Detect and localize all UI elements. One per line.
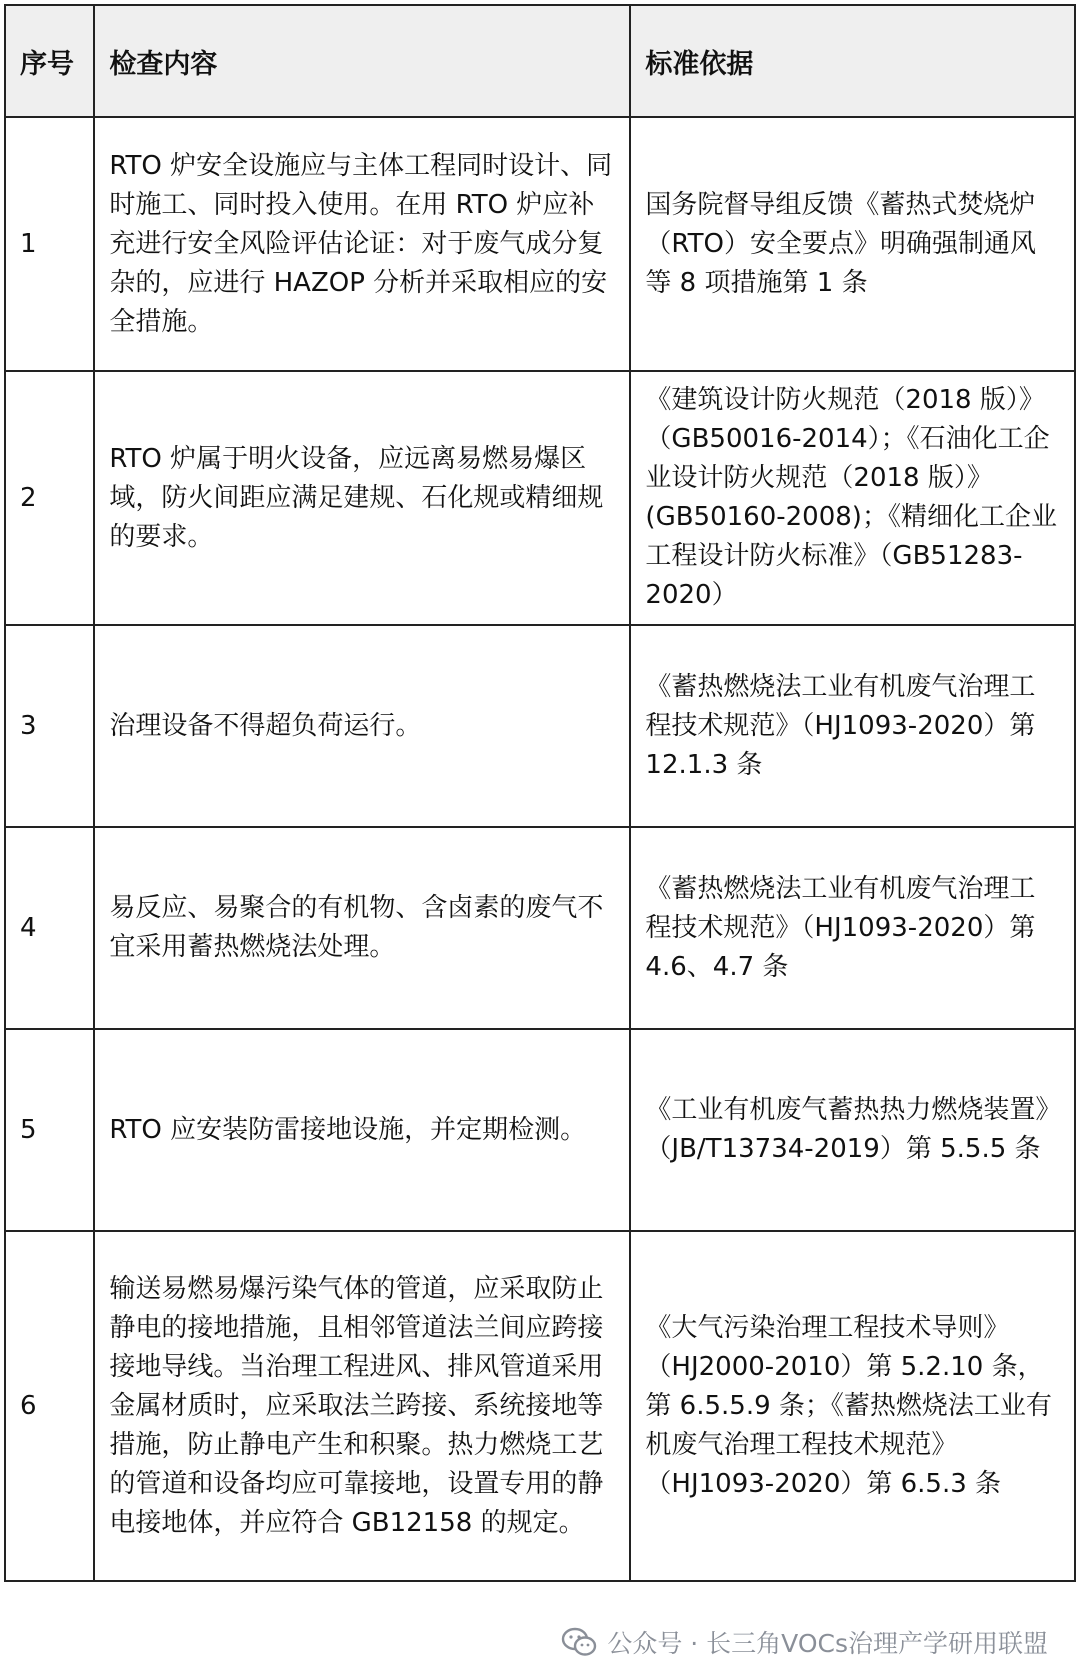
row-standard: 《蓄热燃烧法工业有机废气治理工程技术规范》（HJ1093-2020）第 12.1.3 条 [630,625,1075,827]
row-standard: 《工业有机废气蓄热热力燃烧装置》（JB/T13734-2019）第 5.5.5 条 [630,1029,1075,1231]
watermark-text: 公众号 · 长三角VOCs治理产学研用联盟 [607,1629,1048,1658]
table-row [5,625,1075,827]
wechat-icon [561,1627,597,1657]
table-row [5,371,1075,625]
row-standard: 《建筑设计防火规范（2018 版）》（GB50016-2014）；《石油化工企业设计防火规范（2018 版）》(GB50160-2008)；《精细化工企业工程设计防火标准》（GB51283-2020） [630,371,1075,625]
row-no: 6 [5,1231,94,1581]
row-content: 治理设备不得超负荷运行。 [94,625,630,827]
row-standard: 国务院督导组反馈《蓄热式焚烧炉（RTO）安全要点》明确强制通风等 8 项措施第 1 条 [630,117,1075,371]
table-row [5,117,1075,371]
row-no: 5 [5,1029,94,1231]
row-no: 1 [5,117,94,371]
row-standard: 《蓄热燃烧法工业有机废气治理工程技术规范》（HJ1093-2020）第 4.6、4.7 条 [630,827,1075,1029]
row-no: 2 [5,371,94,625]
row-content: RTO 炉属于明火设备，应远离易燃易爆区域，防火间距应满足建规、石化规或精细规的要求。 [94,371,630,625]
watermark [561,1624,1048,1660]
row-content: RTO 炉安全设施应与主体工程同时设计、同时施工、同时投入使用。在用 RTO 炉应补充进行安全风险评估论证：对于废气成分复杂的，应进行 HAZOP 分析并采取相应的安全措施。 [94,117,630,371]
inspection-table [4,4,1076,1582]
header-standard: 标准依据 [630,5,1075,117]
row-content: 输送易燃易爆污染气体的管道，应采取防止静电的接地措施，且相邻管道法兰间应跨接接地导线。当治理工程进风、排风管道采用金属材质时，应采取法兰跨接、系统接地等措施，防止静电产生和积聚。热力燃烧工艺的管道和设备均应可靠接地，设置专用的静电接地体，并应符合 GB12158 的规定。 [94,1231,630,1581]
table-row [5,1029,1075,1231]
row-content: RTO 应安装防雷接地设施，并定期检测。 [94,1029,630,1231]
row-standard: 《大气污染治理工程技术导则》（HJ2000-2010）第 5.2.10 条，第 6.5.5.9 条；《蓄热燃烧法工业有机废气治理工程技术规范》（HJ1093-2020）第 6.5.3 条 [630,1231,1075,1581]
row-content: 易反应、易聚合的有机物、含卤素的废气不宜采用蓄热燃烧法处理。 [94,827,630,1029]
row-no: 3 [5,625,94,827]
row-no: 4 [5,827,94,1029]
table-row [5,827,1075,1029]
table-header-row [5,5,1075,117]
header-content: 检查内容 [94,5,630,117]
header-no: 序号 [5,5,94,117]
table-row [5,1231,1075,1581]
